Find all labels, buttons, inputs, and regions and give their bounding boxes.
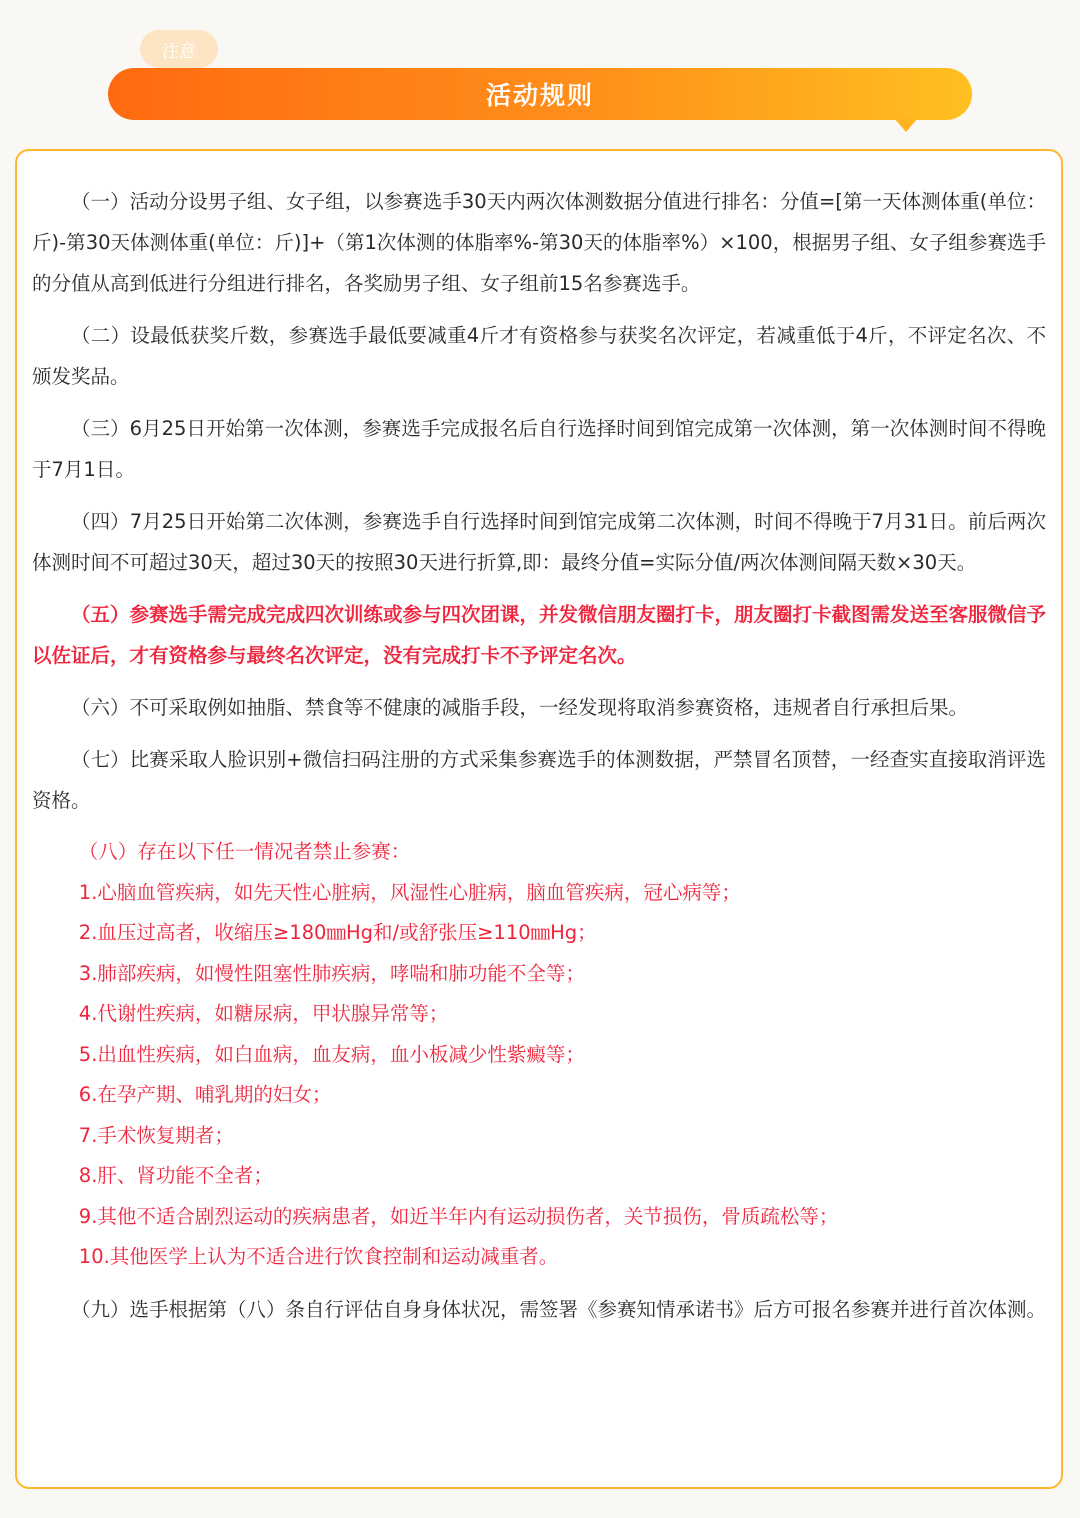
rule-paragraph-2: （二）设最低获奖斤数，参赛选手最低要减重4斤才有资格参与获奖名次评定，若减重低于4斤，不评定名次、不颁发奖品。: [32, 324, 1046, 388]
rule-paragraph-3: （三）6月25日开始第一次体测，参赛选手完成报名后自行选择时间到馆完成第一次体测，第一次体测时间不得晚于7月1日。: [32, 417, 1046, 481]
rule-paragraph-9: （九）选手根据第（八）条自行评估自身身体状况，需签署《参赛知情承诺书》后方可报名参赛并进行首次体测。: [71, 1297, 1047, 1321]
condition-item: 6.在孕产期、哺乳期的妇女；: [78, 1083, 332, 1106]
rule-paragraph-5-highlight: （五）参赛选手需完成完成四次训练或参与四次团课，并发微信朋友圈打卡，朋友圈打卡截图需发送至客服微信予以佐证后，才有资格参与最终名次评定，没有完成打卡不予评定名次。: [32, 603, 1047, 667]
notice-bubble: [140, 30, 218, 68]
condition-item: 8.肝、肾功能不全者；: [78, 1164, 273, 1187]
rules-content-box: [15, 149, 1063, 1489]
condition-item: 4.代谢性疾病，如糖尿病，甲状腺异常等；: [78, 1002, 449, 1025]
rule-paragraph-4: （四）7月25日开始第二次体测，参赛选手自行选择时间到馆完成第二次体测，时间不得晚于7月31日。前后两次体测时间不可超过30天，超过30天的按照30天进行折算,即：最终分值=实际分值/两次体测间隔天数×30天。: [32, 510, 1046, 574]
condition-item: 9.其他不适合剧烈运动的疾病患者，如近半年内有运动损伤者，关节损伤，骨质疏松等；: [78, 1204, 839, 1228]
condition-item: 1.心脑血管疾病，如先天性心脏病，风湿性心脏病，脑血管疾病，冠心病等；: [78, 880, 741, 904]
notice-label: 注意: [162, 41, 196, 62]
prohibited-conditions-list: [32, 832, 1046, 1278]
rule-paragraph-7: （七）比赛采取人脸识别+微信扫码注册的方式采集参赛选手的体测数据，严禁冒名顶替，一经查实直接取消评选资格。: [32, 748, 1046, 812]
condition-item: 5.出血性疾病，如白血病，血友病，血小板减少性紫癜等；: [78, 1042, 585, 1066]
section-title: 活动规则: [485, 81, 594, 110]
condition-item: 2.血压过高者，收缩压≥180㎜Hg和/或舒张压≥110㎜Hg；: [78, 921, 597, 944]
prohibited-conditions-heading: （八）存在以下任一情况者禁止参赛：: [78, 840, 411, 863]
header-pointer: [894, 118, 918, 132]
rule-paragraph-1: （一）活动分设男子组、女子组，以参赛选手30天内两次体测数据分值进行排名：分值=[第一天体测体重(单位：斤)-第30天体测体重(单位：斤)]+（第1次体测的体脂率%-第30天的体脂率%）×100，根据男子组、女子组参赛选手的分值从高到低进行分组进行排名，各奖励男子组、女子组前15名参赛选手。: [32, 190, 1046, 295]
rule-paragraph-6: （六）不可采取例如抽脂、禁食等不健康的减脂手段，一经发现将取消参赛资格，违规者自行承担后果。: [71, 696, 969, 719]
condition-item: 3.肺部疾病，如慢性阻塞性肺疾病，哮喘和肺功能不全等；: [78, 961, 585, 985]
condition-item: 10.其他医学上认为不适合进行饮食控制和运动减重者。: [78, 1245, 559, 1268]
section-header: [108, 68, 972, 120]
condition-item: 7.手术恢复期者；: [78, 1123, 234, 1147]
